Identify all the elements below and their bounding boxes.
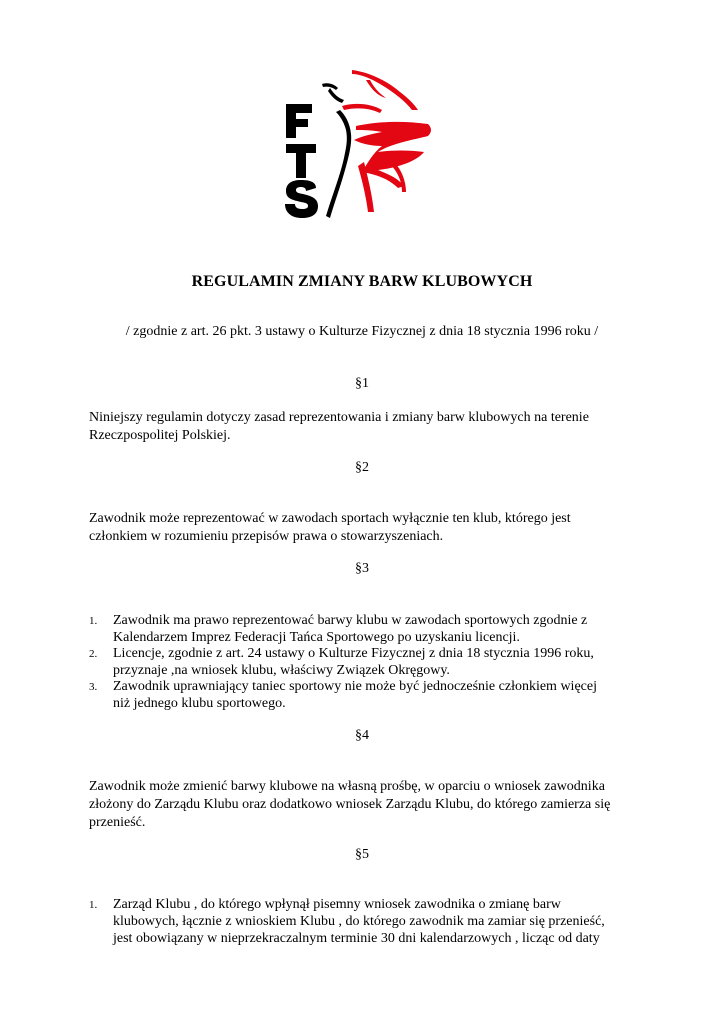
list-item-line: jest obowiązany w nieprzekraczalnym terminie 30 dni kalendarzowych , licząc od daty xyxy=(113,931,600,946)
list-item xyxy=(89,645,649,679)
list-item-number: 3. xyxy=(89,681,98,693)
document-title: REGULAMIN ZMIANY BARW KLUBOWYCH xyxy=(191,273,533,290)
list-item-line: Zarząd Klubu , do którego wpłynął pisemny wniosek zawodnika o zmianę barw xyxy=(113,897,561,912)
section-heading-1: §1 xyxy=(355,376,369,391)
section-heading-4: §4 xyxy=(355,728,369,743)
list-item-line: Zawodnik ma prawo reprezentować barwy klubu w zawodach sportowych zgodnie z xyxy=(113,613,588,628)
section-heading-2: §2 xyxy=(355,460,369,475)
list-item-line: klubowych, łącznie z wnioskiem Klubu , do którego zawodnik ma zamiar się przenieść, xyxy=(113,914,605,929)
list-item xyxy=(89,612,649,646)
logo-dancer-red-arc xyxy=(342,104,382,113)
paragraph-line: Niniejszy regulamin dotyczy zasad reprezentowania i zmiany barw klubowych na terenie xyxy=(89,410,589,425)
logo-letter-t xyxy=(286,144,316,178)
paragraph-line: Rzeczpospolitej Polskiej. xyxy=(89,428,231,443)
list-item xyxy=(89,896,649,947)
document-subtitle: / zgodnie z art. 26 pkt. 3 ustawy o Kulturze Fizycznej z dnia 18 stycznia 1996 roku / xyxy=(125,324,599,339)
paragraph-line: przenieść. xyxy=(89,815,146,830)
logo-dancer-head xyxy=(328,88,344,103)
list-item-number: 2. xyxy=(89,648,98,660)
list-item-line: Licencje, zgodnie z art. 24 ustawy o Kulturze Fizycznej z dnia 18 stycznia 1996 roku, xyxy=(113,646,594,661)
logo-dancer-black xyxy=(326,110,351,218)
paragraph-line: Zawodnik może zmienić barwy klubowe na własną prośbę, w oparciu o wniosek zawodnika xyxy=(89,779,605,794)
list-item-line: Zawodnik uprawniający taniec sportowy nie może być jednocześnie członkiem więcej xyxy=(113,679,597,694)
list-item-number: 1. xyxy=(89,899,98,911)
paragraph-line: Zawodnik może reprezentować w zawodach sportach wyłącznie ten klub, którego jest xyxy=(89,511,571,526)
section-heading-3: §3 xyxy=(355,561,369,576)
list-item-line: przyznaje ,na wniosek klubu, właściwy Związek Okręgowy. xyxy=(113,663,450,678)
section-heading-5: §5 xyxy=(355,847,369,862)
logo-dancer-red-top xyxy=(352,70,418,110)
paragraph-line: członkiem w rozumieniu przepisów prawa o stowarzyszeniach. xyxy=(89,529,444,544)
list-item-line: Kalendarzem Imprez Federacji Tańca Sportowego po uzyskaniu licencji. xyxy=(113,630,520,645)
list-item-number: 1. xyxy=(89,615,98,627)
section-1-paragraph xyxy=(89,409,649,445)
logo-letter-f xyxy=(286,104,312,138)
list-item-line: niż jednego klubu sportowego. xyxy=(113,696,286,711)
section-4-paragraph xyxy=(89,778,649,832)
fts-logo xyxy=(282,66,444,224)
logo-letter-s xyxy=(285,180,318,218)
list-item xyxy=(89,678,649,712)
paragraph-line: złożony do Zarządu Klubu oraz dodatkowo wniosek Zarządu Klubu, do którego zamierza się xyxy=(89,797,611,812)
section-2-paragraph xyxy=(89,510,649,546)
